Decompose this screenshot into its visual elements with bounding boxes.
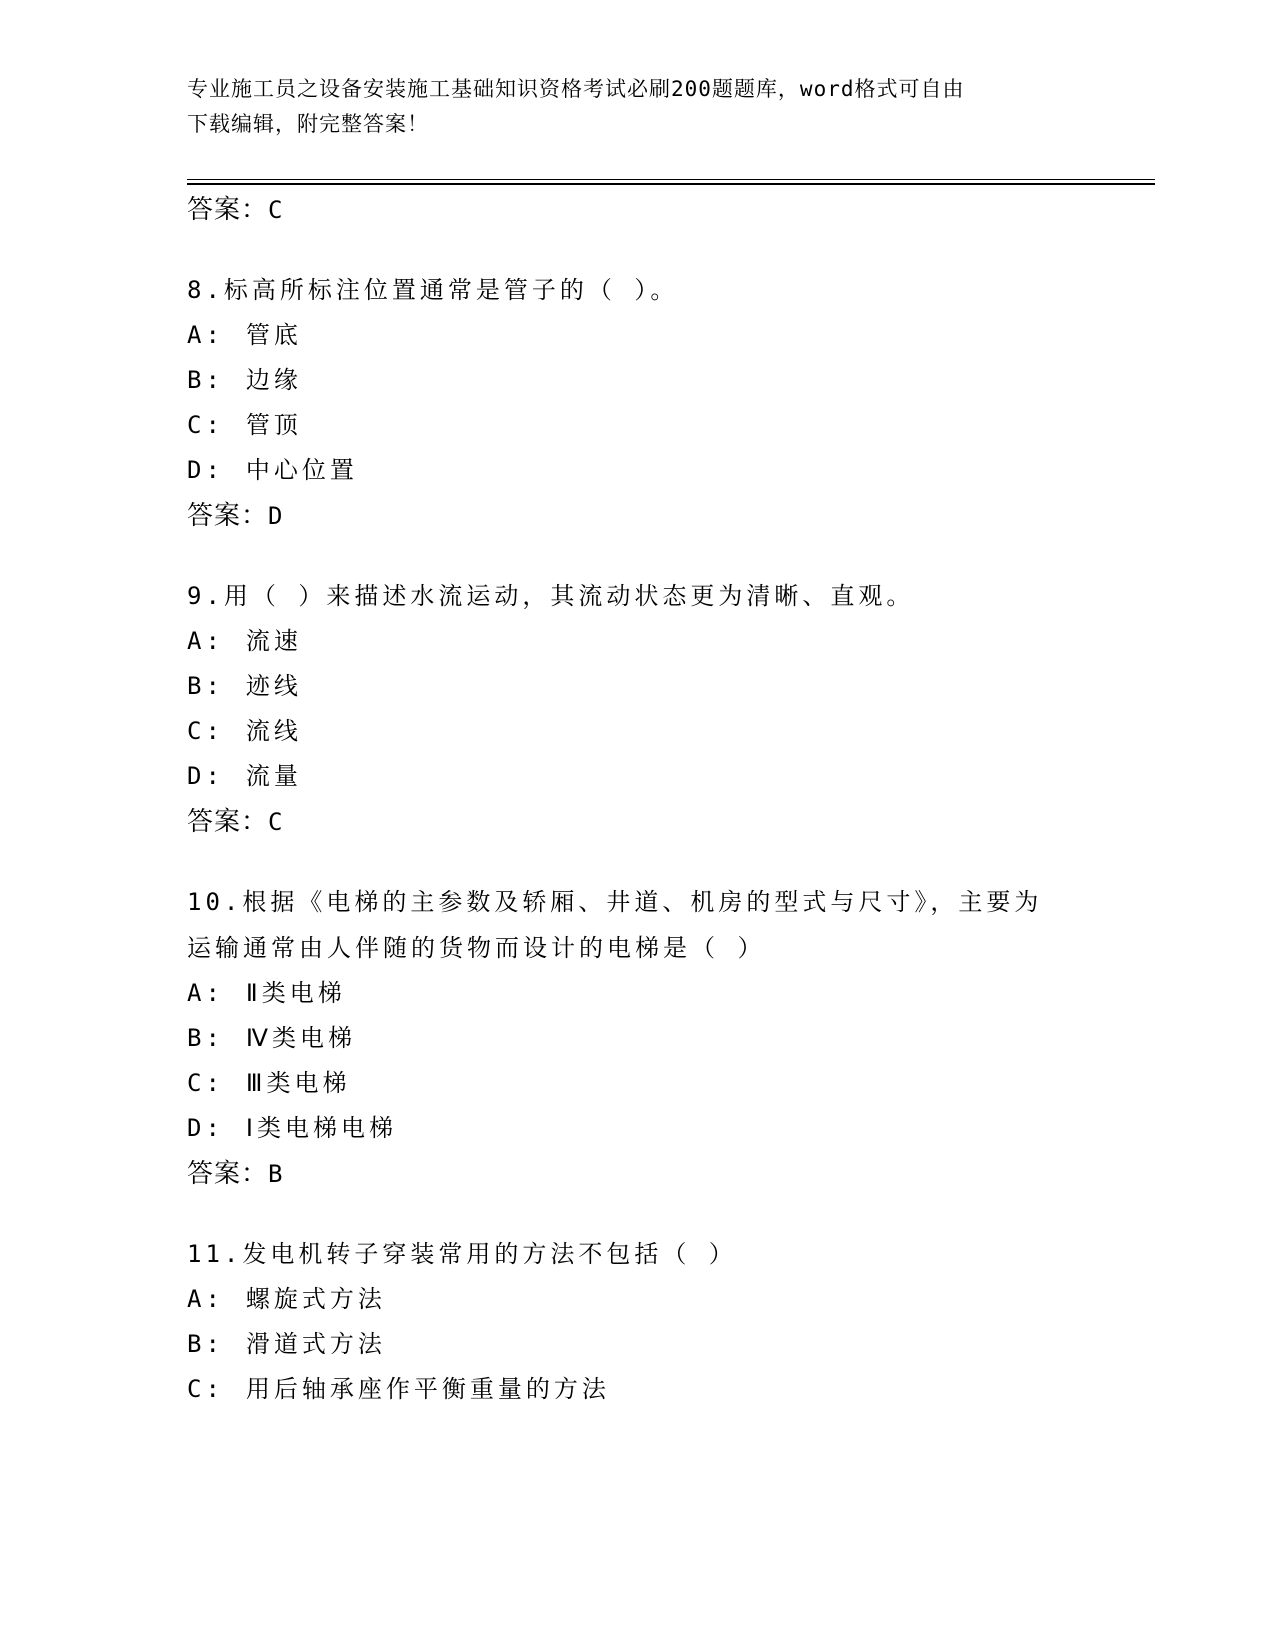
- option-key: B:: [187, 1024, 224, 1052]
- option-key: A:: [187, 627, 224, 655]
- question-block: [187, 879, 1087, 1197]
- option-text: 中心位置: [245, 456, 358, 484]
- option-key: B:: [187, 1330, 224, 1358]
- option-row: [187, 619, 1087, 664]
- option-row: [187, 313, 1087, 358]
- option-text: 迹线: [245, 672, 302, 700]
- option-key: D:: [187, 762, 224, 790]
- answer-label: 答案：: [187, 807, 269, 837]
- question-block: [187, 267, 1087, 539]
- answer-line: [187, 799, 1087, 845]
- option-text: Ⅲ类电梯: [245, 1069, 351, 1097]
- answer-label: 答案：: [187, 195, 269, 225]
- option-row: [187, 448, 1087, 493]
- question-stem: 11.发电机转子穿装常用的方法不包括（ ）: [187, 1240, 737, 1268]
- answer-label: 答案：: [187, 1159, 269, 1189]
- option-text: 流线: [245, 717, 302, 745]
- option-text: Ⅱ类电梯: [245, 979, 346, 1007]
- option-text: Ⅳ类电梯: [245, 1024, 357, 1052]
- option-text: 滑道式方法: [245, 1330, 386, 1358]
- option-row: [187, 358, 1087, 403]
- option-row: [187, 1322, 1087, 1367]
- option-key: D:: [187, 456, 224, 484]
- option-row: [187, 1277, 1087, 1322]
- question-list: [187, 187, 1087, 1412]
- option-row: [187, 664, 1087, 709]
- question-stem: 8.标高所标注位置通常是管子的（ ）。: [187, 276, 679, 304]
- header-divider-thick: [187, 183, 1155, 185]
- questions-container: [187, 267, 1087, 1412]
- option-key: A:: [187, 979, 224, 1007]
- answer-label: 答案：: [187, 501, 269, 531]
- answer-value: C: [268, 808, 284, 836]
- option-key: C:: [187, 717, 224, 745]
- question-stem: 10.根据《电梯的主参数及轿厢、井道、机房的型式与尺寸》，主要为: [187, 888, 1043, 916]
- document-header: [187, 72, 1067, 142]
- option-row: [187, 1061, 1087, 1106]
- question-stem: 运输通常由人伴随的货物而设计的电梯是（ ）: [187, 934, 766, 962]
- header-line-1: 专业施工员之设备安装施工基础知识资格考试必刷200题题库，word格式可自由: [187, 77, 965, 101]
- option-text: 流量: [245, 762, 302, 790]
- option-row: [187, 1367, 1087, 1412]
- option-row: [187, 754, 1087, 799]
- option-key: C:: [187, 1069, 224, 1097]
- option-text: 管顶: [245, 411, 302, 439]
- option-row: [187, 1016, 1087, 1061]
- answer-line: [187, 493, 1087, 539]
- option-row: [187, 1106, 1087, 1151]
- option-text: 螺旋式方法: [245, 1285, 386, 1313]
- question-stem: 9.用（ ）来描述水流运动，其流动状态更为清晰、直观。: [187, 582, 915, 610]
- option-row: [187, 709, 1087, 754]
- answer-value: C: [268, 196, 284, 224]
- header-line-2: 下载编辑，附完整答案！: [187, 112, 429, 136]
- option-text: Ⅰ类电梯电梯: [245, 1114, 397, 1142]
- answer-line: [187, 1151, 1087, 1197]
- option-key: B:: [187, 366, 224, 394]
- answer-value: B: [268, 1160, 284, 1188]
- option-key: C:: [187, 1375, 224, 1403]
- option-text: 用后轴承座作平衡重量的方法: [245, 1375, 610, 1403]
- question-block: [187, 1231, 1087, 1412]
- option-key: D:: [187, 1114, 224, 1142]
- option-key: A:: [187, 321, 224, 349]
- answer-line: [187, 187, 1087, 233]
- option-key: B:: [187, 672, 224, 700]
- option-text: 流速: [245, 627, 302, 655]
- option-key: A:: [187, 1285, 224, 1313]
- option-row: [187, 403, 1087, 448]
- answer-value: D: [268, 502, 284, 530]
- question-block: [187, 573, 1087, 845]
- header-divider-thin: [187, 179, 1155, 180]
- option-text: 边缘: [245, 366, 302, 394]
- option-text: 管底: [245, 321, 302, 349]
- option-key: C:: [187, 411, 224, 439]
- option-row: [187, 971, 1087, 1016]
